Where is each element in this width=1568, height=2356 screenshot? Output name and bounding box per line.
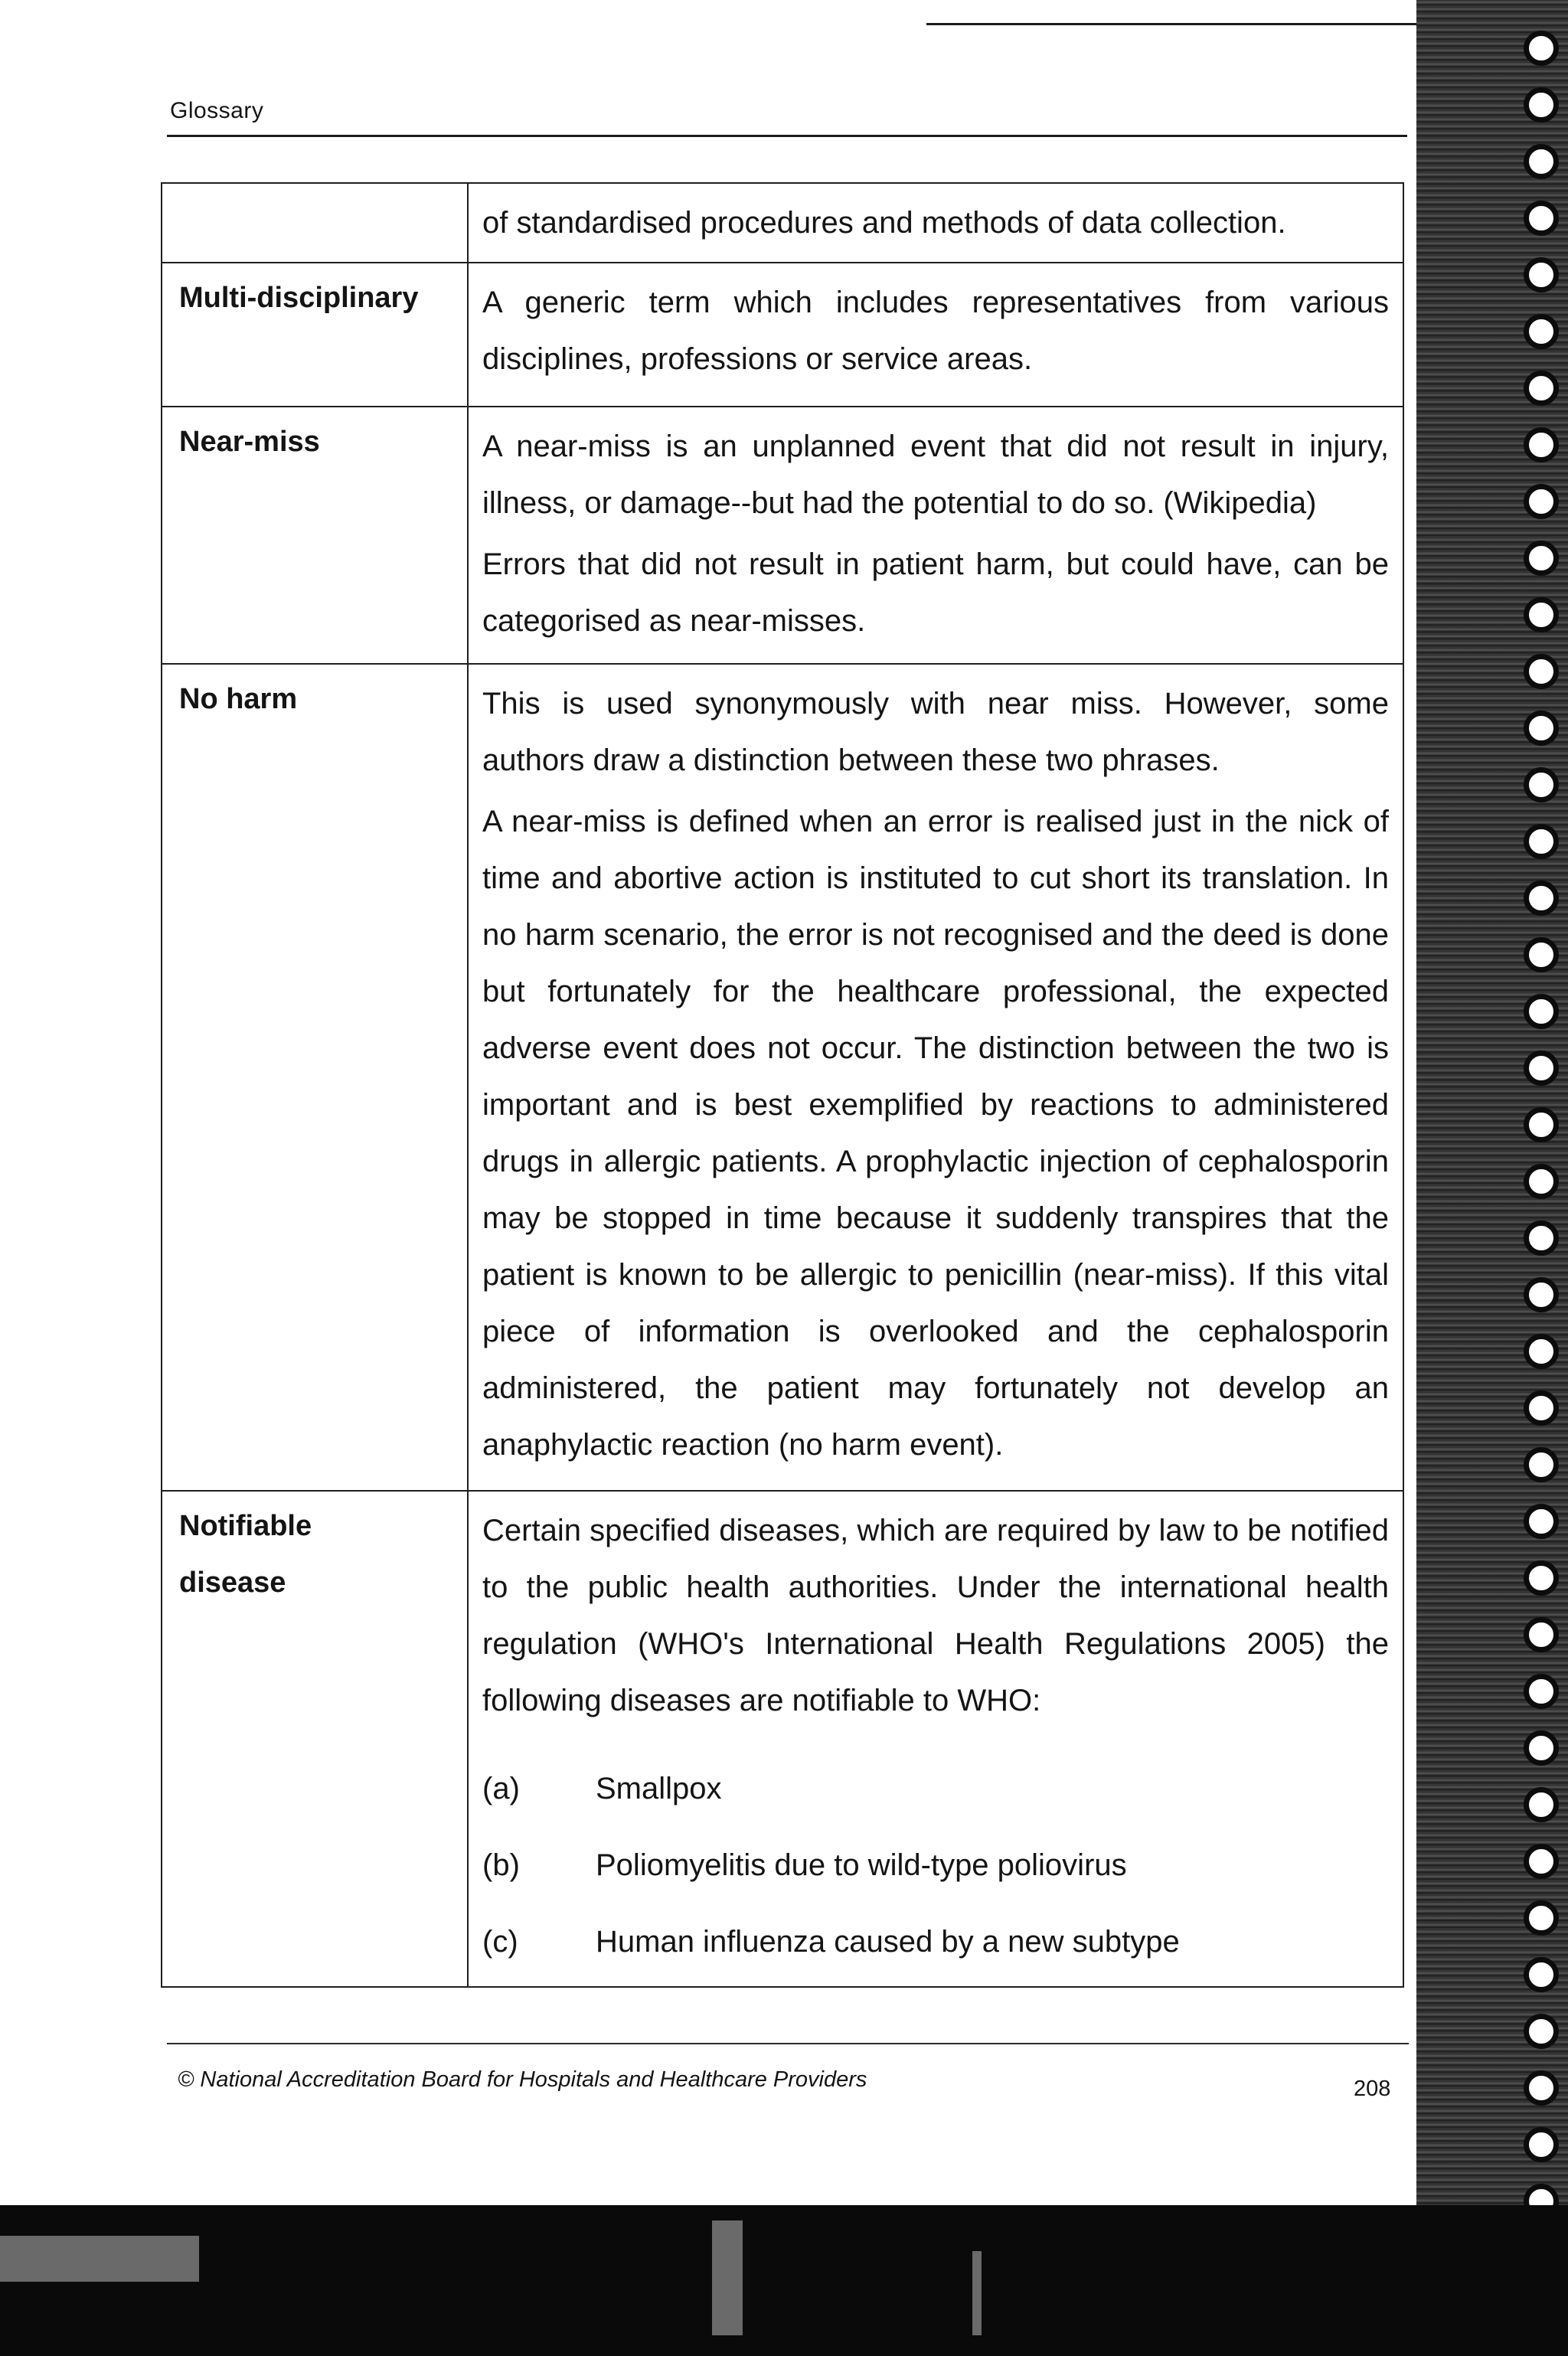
binder-ring xyxy=(1524,201,1559,236)
term-line: Notifiable xyxy=(179,1510,312,1542)
list-item xyxy=(482,1827,1389,1903)
definition-paragraph: A near-miss is an unplanned event that did not result in injury, illness, or damage--but had the potential to do so. (Wikipedia) xyxy=(482,430,1389,520)
table-row xyxy=(162,183,1403,263)
term-cell-empty xyxy=(162,183,468,263)
binder-ring xyxy=(1524,711,1559,746)
binder-ring xyxy=(1524,937,1559,972)
binder-ring xyxy=(1524,881,1559,916)
binder-ring xyxy=(1524,484,1559,519)
list-item-text: Poliomyelitis due to wild-type poliovirus xyxy=(596,1848,1127,1882)
table-row xyxy=(162,664,1403,1491)
binder-ring xyxy=(1524,1844,1559,1879)
binder-ring xyxy=(1524,1504,1559,1539)
binder-ring xyxy=(1524,87,1559,123)
term-notifiable-disease xyxy=(162,1491,468,1987)
binder-ring xyxy=(1524,371,1559,406)
binder-ring xyxy=(1524,541,1559,576)
table-row xyxy=(162,263,1403,407)
binder-ring xyxy=(1524,2014,1559,2049)
binder-ring xyxy=(1524,1107,1559,1142)
binder-ring xyxy=(1524,994,1559,1029)
footer-copyright: © National Accreditation Board for Hospitals and Healthcare Providers xyxy=(178,2067,867,2092)
binder-ring xyxy=(1524,1730,1559,1766)
scan-artifact-band xyxy=(0,2205,1568,2356)
binder-ring xyxy=(1524,1900,1559,1936)
list-marker: (a) xyxy=(482,1772,520,1805)
binder-ring xyxy=(1524,654,1559,689)
table-row xyxy=(162,407,1403,664)
binder-ring xyxy=(1524,824,1559,859)
binder-ring xyxy=(1524,427,1559,462)
list-item xyxy=(482,1903,1389,1980)
binder-ring xyxy=(1524,2127,1559,2162)
list-item xyxy=(482,1750,1389,1827)
footer-divider xyxy=(167,2043,1409,2044)
definition-near-miss xyxy=(468,407,1403,664)
scan-noise xyxy=(972,2251,982,2335)
binder-ring xyxy=(1524,314,1559,349)
term-no-harm: No harm xyxy=(162,664,468,1491)
binder-ring xyxy=(1524,597,1559,632)
binder-ring xyxy=(1524,2070,1559,2106)
definition-notifiable-disease xyxy=(468,1491,1403,1987)
header-divider xyxy=(167,135,1407,137)
binder-ring xyxy=(1524,1787,1559,1822)
definition-paragraph: of standardised procedures and methods of data collection. xyxy=(482,206,1286,240)
binder-ring xyxy=(1524,1447,1559,1482)
binder-ring xyxy=(1524,1220,1559,1256)
binder-ring xyxy=(1524,1390,1559,1426)
definition-paragraph: A near-miss is defined when an error is realised just in the nick of time and abortive action is instituted to cut short its translation. In no harm scenario, the error is not recognised and the deed is done but fortunately for the healthcare professional, the expected adverse event does not occur. The distinction between the two is important and is best exemplified by reactions to administered drugs in allergic patients. A prophylactic injection of cephalosporin may be stopped in time because it suddenly transpires that the patient is known to be allergic to penicillin (near-miss). If this vital piece of information is overlooked and the cephalosporin administered, the patient may fortunately not develop an anaphylactic reaction (no harm event). xyxy=(482,805,1389,1462)
binder-ring xyxy=(1524,257,1559,292)
definition-multi-disciplinary xyxy=(468,263,1403,407)
page-header-title: Glossary xyxy=(170,98,264,123)
term-line: disease xyxy=(179,1567,286,1599)
list-item-text: Smallpox xyxy=(596,1772,722,1805)
definition-no-harm xyxy=(468,664,1403,1491)
binder-ring xyxy=(1524,1674,1559,1709)
disease-list xyxy=(482,1750,1389,1980)
term-near-miss: Near-miss xyxy=(162,407,468,664)
list-marker: (b) xyxy=(482,1848,520,1882)
binder-ring xyxy=(1524,1957,1559,1992)
scan-noise xyxy=(712,2220,743,2335)
definition-paragraph: This is used synonymously with near miss. However, some authors draw a distinction between these two phrases. xyxy=(482,687,1389,777)
term-multi-disciplinary: Multi-disciplinary xyxy=(162,263,468,407)
definition-paragraph: Certain specified diseases, which are required by law to be notified to the public health authorities. Under the international health regulation (WHO's International Health Regulations 2005) the following diseases are notifiable to WHO: xyxy=(482,1514,1389,1717)
glossary-table xyxy=(161,182,1404,1988)
binder-ring xyxy=(1524,144,1559,179)
binder-ring xyxy=(1524,1334,1559,1369)
definition-paragraph: Errors that did not result in patient harm, but could have, can be categorised as near-misses. xyxy=(482,547,1389,638)
binder-ring xyxy=(1524,1617,1559,1652)
list-item-text: Human influenza caused by a new subtype xyxy=(596,1925,1180,1959)
binder-ring xyxy=(1524,1051,1559,1086)
page-number: 208 xyxy=(1354,2077,1391,2101)
binder-ring xyxy=(1524,31,1559,66)
binder-ring xyxy=(1524,767,1559,802)
scan-noise xyxy=(0,2236,199,2282)
table-row xyxy=(162,1491,1403,1987)
binder-ring xyxy=(1524,1277,1559,1312)
list-marker: (c) xyxy=(482,1925,518,1959)
binder-ring xyxy=(1524,1164,1559,1199)
definition-paragraph: A generic term which includes representatives from various disciplines, professions or service areas. xyxy=(482,286,1389,376)
binder-ring xyxy=(1524,1560,1559,1596)
definition-continuation xyxy=(468,183,1403,263)
